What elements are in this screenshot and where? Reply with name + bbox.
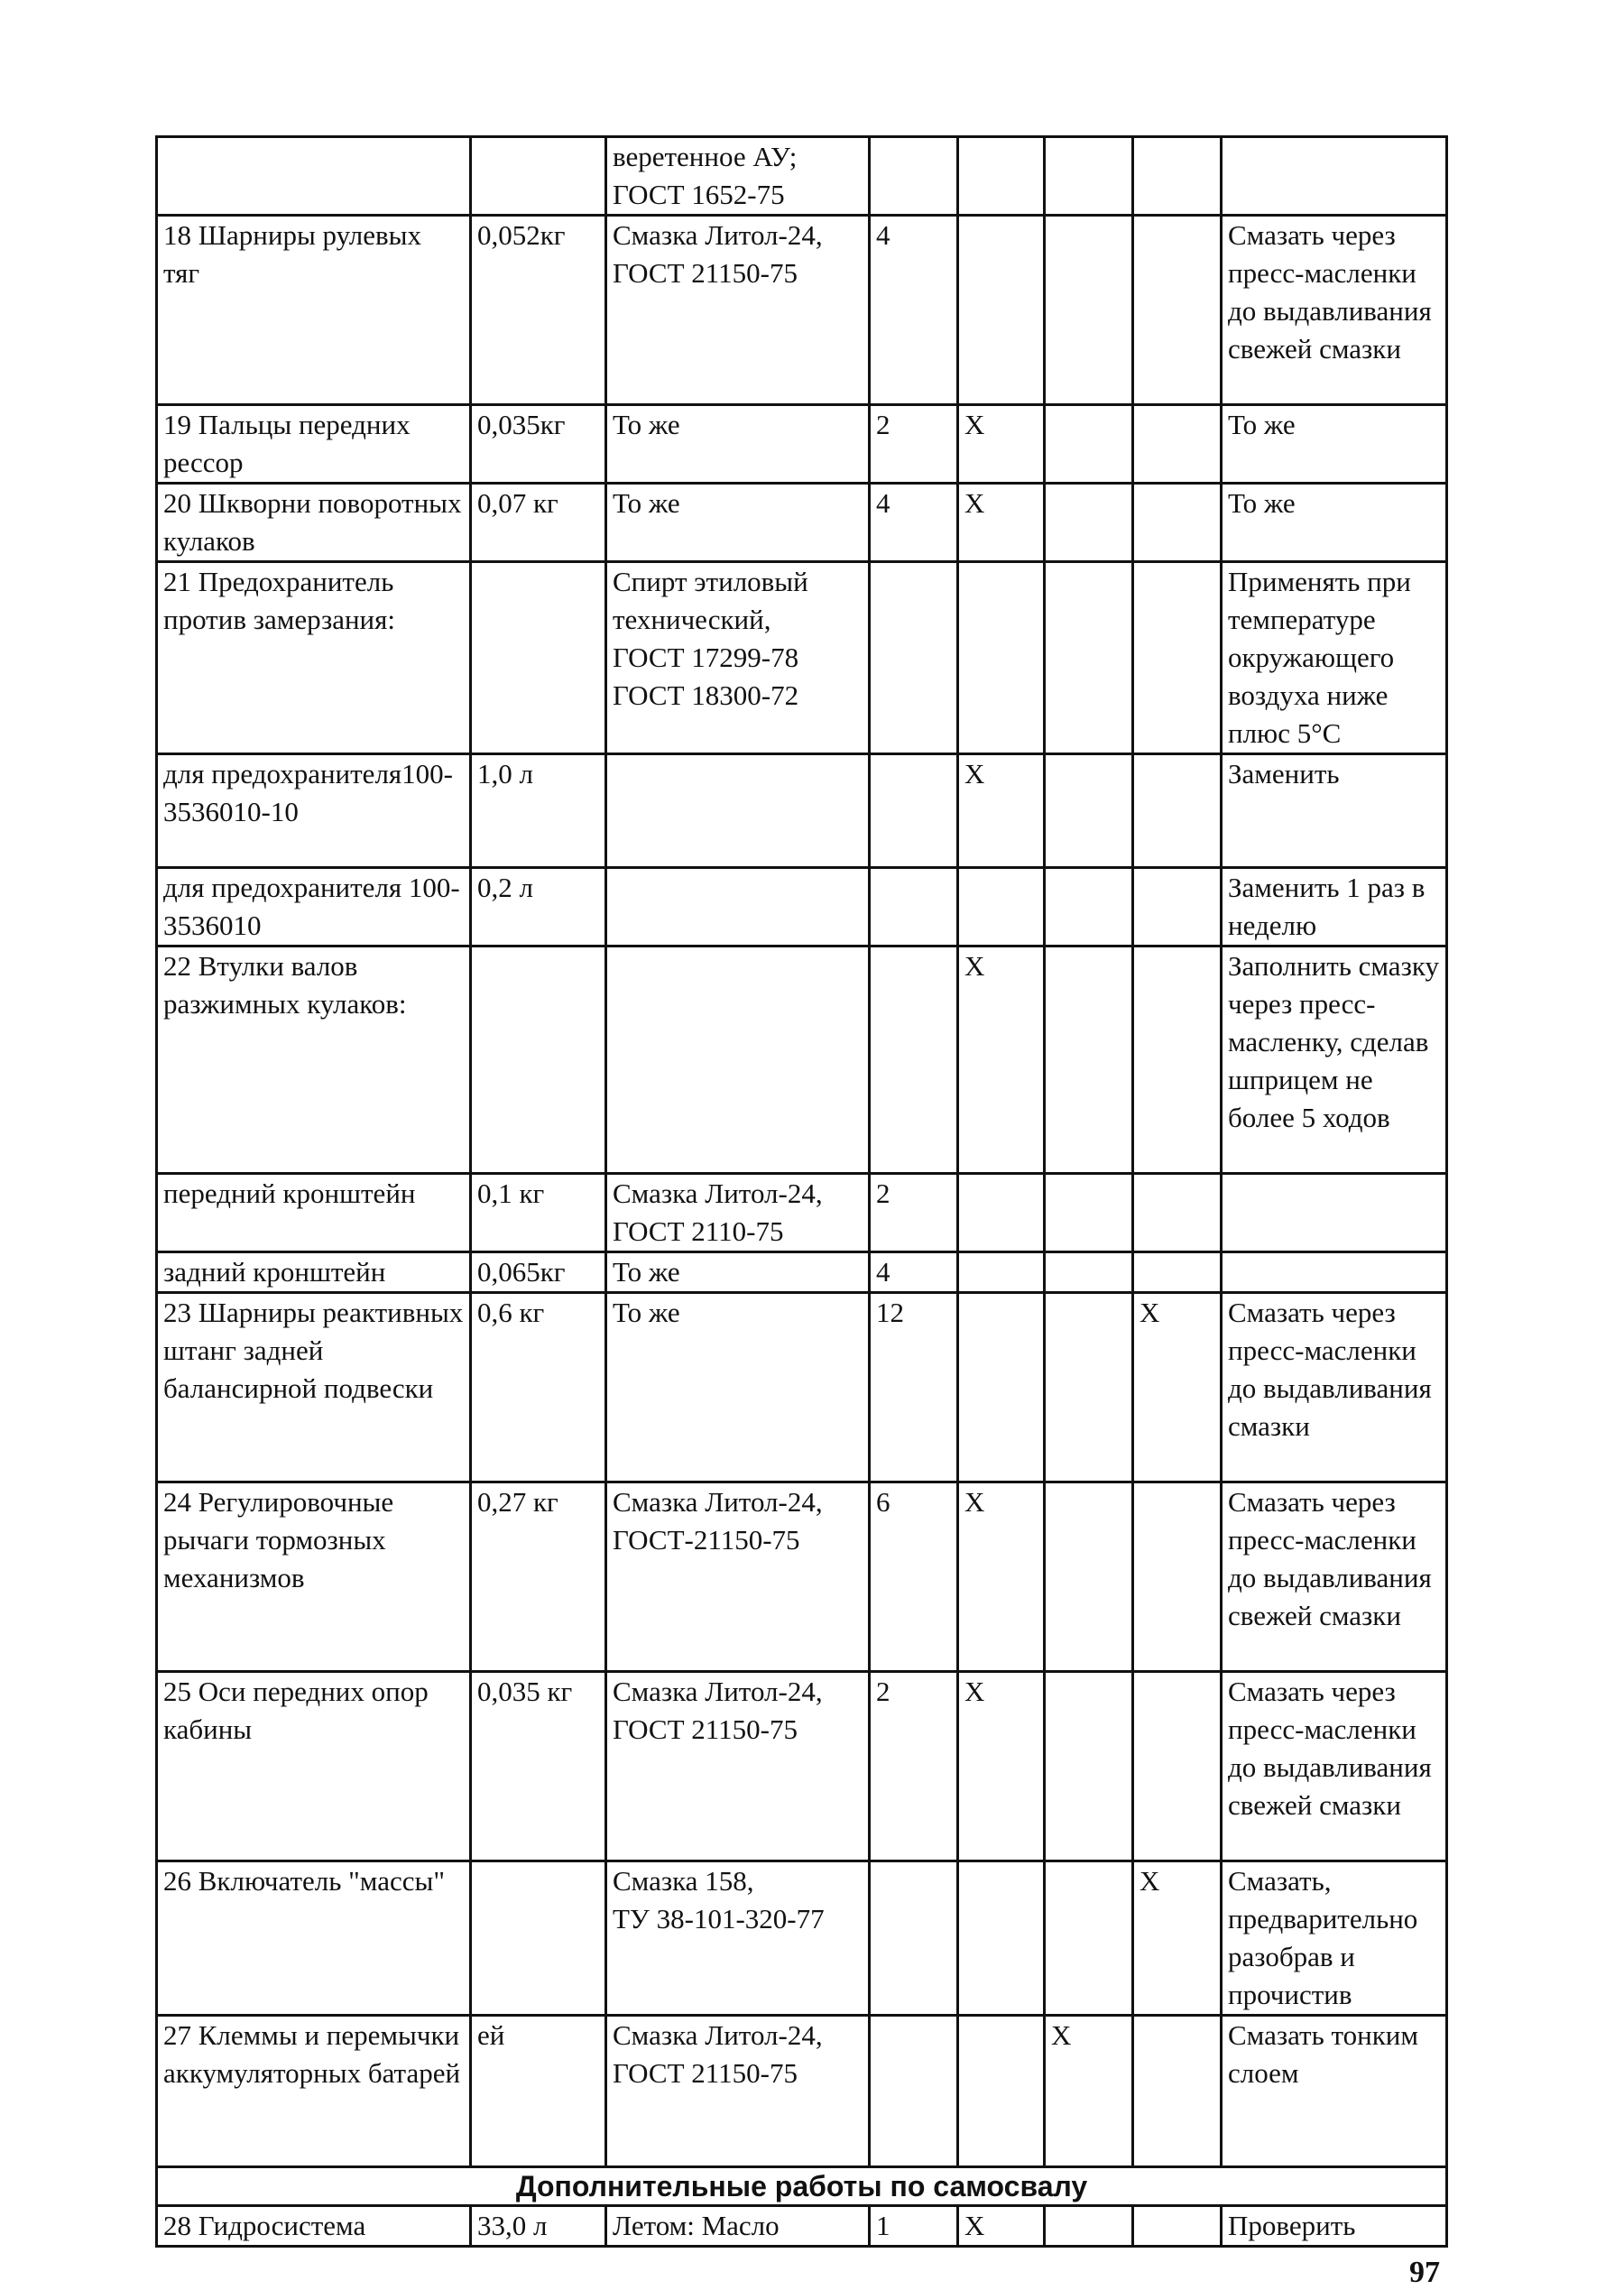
quantity-cell: 0,065кг [471, 1252, 606, 1293]
note-cell: Заменить [1222, 754, 1447, 868]
points-count-cell: 4 [870, 1252, 958, 1293]
section-title: Дополнительные работы по самосвалу [157, 2167, 1447, 2206]
period-col-6-cell [1045, 405, 1133, 484]
note-cell: Смазать через пресс-масленки до выдавливания свежей смазки [1222, 216, 1447, 405]
period-col-5-cell: X [958, 2206, 1045, 2247]
period-col-6-cell [1045, 1252, 1133, 1293]
quantity-cell: 0,2 л [471, 868, 606, 946]
period-col-7-cell [1133, 1174, 1222, 1252]
points-count-cell: 2 [870, 405, 958, 484]
table-row [157, 216, 1447, 405]
lubricant-cell: Смазка Литол-24, ГОСТ 2110-75 [606, 1174, 870, 1252]
work-name-cell: 26 Включатель "массы" [157, 1861, 471, 2016]
note-cell: Смазать, предварительно разобрав и прочистив [1222, 1861, 1447, 2016]
points-count-cell [870, 562, 958, 754]
note-cell [1222, 137, 1447, 216]
note-cell: Смазать через пресс-масленки до выдавливания смазки [1222, 1293, 1447, 1482]
points-count-cell [870, 868, 958, 946]
points-count-cell: 2 [870, 1672, 958, 1861]
period-col-7-cell [1133, 137, 1222, 216]
work-name-cell: 20 Шкворни поворотных кулаков [157, 484, 471, 562]
work-name-cell: 19 Пальцы передних рессор [157, 405, 471, 484]
work-name-cell: 23 Шарниры реактивных штанг задней балансирной подвески [157, 1293, 471, 1482]
quantity-cell: 0,07 кг [471, 484, 606, 562]
table-row [157, 946, 1447, 1174]
lubricant-cell [606, 754, 870, 868]
period-col-7-cell [1133, 562, 1222, 754]
note-cell [1222, 1174, 1447, 1252]
work-name-cell: для предохранителя 100-3536010 [157, 868, 471, 946]
period-col-7-cell [1133, 1252, 1222, 1293]
period-col-5-cell: X [958, 1672, 1045, 1861]
period-col-5-cell: X [958, 1482, 1045, 1672]
period-col-6-cell: X [1045, 2016, 1133, 2167]
period-col-5-cell [958, 1252, 1045, 1293]
section-header-row [157, 2167, 1447, 2206]
period-col-5-cell: X [958, 405, 1045, 484]
table-row [157, 2016, 1447, 2167]
points-count-cell [870, 137, 958, 216]
note-cell: То же [1222, 484, 1447, 562]
note-cell: Смазать через пресс-масленки до выдавливания свежей смазки [1222, 1672, 1447, 1861]
period-col-5-cell [958, 868, 1045, 946]
quantity-cell: 0,052кг [471, 216, 606, 405]
period-col-6-cell [1045, 1861, 1133, 2016]
quantity-cell: 1,0 л [471, 754, 606, 868]
period-col-6-cell [1045, 137, 1133, 216]
period-col-7-cell [1133, 216, 1222, 405]
period-col-6-cell [1045, 484, 1133, 562]
table-row [157, 1861, 1447, 2016]
note-cell: Применять при температуре окружающего воздуха ниже плюс 5°C [1222, 562, 1447, 754]
period-col-7-cell [1133, 946, 1222, 1174]
quantity-cell: 0,035 кг [471, 1672, 606, 1861]
points-count-cell [870, 2016, 958, 2167]
note-cell: Заменить 1 раз в неделю [1222, 868, 1447, 946]
points-count-cell: 2 [870, 1174, 958, 1252]
table-body [157, 137, 1447, 2247]
quantity-cell: 0,6 кг [471, 1293, 606, 1482]
period-col-7-cell [1133, 754, 1222, 868]
lubricant-cell: То же [606, 405, 870, 484]
period-col-7-cell [1133, 2016, 1222, 2167]
quantity-cell: 0,27 кг [471, 1482, 606, 1672]
period-col-5-cell: X [958, 754, 1045, 868]
quantity-cell [471, 137, 606, 216]
work-name-cell: для предохранителя100-3536010-10 [157, 754, 471, 868]
lubricant-cell: То же [606, 484, 870, 562]
table-row [157, 868, 1447, 946]
table-row [157, 137, 1447, 216]
period-col-6-cell [1045, 1174, 1133, 1252]
period-col-7-cell: X [1133, 1861, 1222, 2016]
table-row [157, 2206, 1447, 2247]
lubricant-cell: Смазка Литол-24, ГОСТ 21150-75 [606, 216, 870, 405]
work-name-cell: 22 Втулки валов разжимных кулаков: [157, 946, 471, 1174]
quantity-cell [471, 946, 606, 1174]
quantity-cell: 33,0 л [471, 2206, 606, 2247]
quantity-cell: ей [471, 2016, 606, 2167]
table-row [157, 1293, 1447, 1482]
note-cell: Заполнить смазку через пресс-масленку, сделав шприцем не более 5 ходов [1222, 946, 1447, 1174]
period-col-5-cell [958, 216, 1045, 405]
table-row [157, 484, 1447, 562]
points-count-cell: 4 [870, 216, 958, 405]
period-col-6-cell [1045, 1293, 1133, 1482]
note-cell: То же [1222, 405, 1447, 484]
lubricant-cell: Смазка Литол-24, ГОСТ 21150-75 [606, 1672, 870, 1861]
period-col-7-cell [1133, 868, 1222, 946]
table-row [157, 1252, 1447, 1293]
period-col-6-cell [1045, 562, 1133, 754]
period-col-5-cell [958, 562, 1045, 754]
period-col-6-cell [1045, 2206, 1133, 2247]
work-name-cell [157, 137, 471, 216]
period-col-5-cell [958, 1293, 1045, 1482]
work-name-cell: передний кронштейн [157, 1174, 471, 1252]
lubricant-cell: Летом: Масло [606, 2206, 870, 2247]
period-col-7-cell [1133, 484, 1222, 562]
period-col-6-cell [1045, 946, 1133, 1174]
period-col-5-cell: X [958, 946, 1045, 1174]
points-count-cell: 12 [870, 1293, 958, 1482]
period-col-7-cell [1133, 1672, 1222, 1861]
period-col-7-cell: X [1133, 1293, 1222, 1482]
period-col-7-cell [1133, 1482, 1222, 1672]
period-col-5-cell [958, 2016, 1045, 2167]
lubrication-table [155, 135, 1448, 2248]
lubricant-cell: Спирт этиловый технический, ГОСТ 17299-78 ГОСТ 18300-72 [606, 562, 870, 754]
quantity-cell: 0,1 кг [471, 1174, 606, 1252]
page-number: 97 [1409, 2256, 1440, 2289]
work-name-cell: 24 Регулировочные рычаги тормозных механизмов [157, 1482, 471, 1672]
lubricant-cell: веретенное АУ; ГОСТ 1652-75 [606, 137, 870, 216]
work-name-cell: 25 Оси передних опор кабины [157, 1672, 471, 1861]
lubricant-cell: Смазка 158, ТУ 38-101-320-77 [606, 1861, 870, 2016]
period-col-5-cell [958, 1174, 1045, 1252]
lubricant-cell: То же [606, 1293, 870, 1482]
points-count-cell: 4 [870, 484, 958, 562]
period-col-6-cell [1045, 216, 1133, 405]
period-col-7-cell [1133, 2206, 1222, 2247]
period-col-7-cell [1133, 405, 1222, 484]
note-cell [1222, 1252, 1447, 1293]
table-row [157, 405, 1447, 484]
points-count-cell: 1 [870, 2206, 958, 2247]
note-cell: Смазать через пресс-масленки до выдавливания свежей смазки [1222, 1482, 1447, 1672]
points-count-cell [870, 1861, 958, 2016]
work-name-cell: 18 Шарниры рулевых тяг [157, 216, 471, 405]
quantity-cell: 0,035кг [471, 405, 606, 484]
period-col-6-cell [1045, 1672, 1133, 1861]
note-cell: Проверить [1222, 2206, 1447, 2247]
table-row [157, 1482, 1447, 1672]
table-row [157, 754, 1447, 868]
period-col-5-cell [958, 137, 1045, 216]
quantity-cell [471, 562, 606, 754]
work-name-cell: 21 Предохранитель против замерзания: [157, 562, 471, 754]
lubricant-cell: Смазка Литол-24, ГОСТ 21150-75 [606, 2016, 870, 2167]
points-count-cell [870, 946, 958, 1174]
points-count-cell [870, 754, 958, 868]
work-name-cell: задний кронштейн [157, 1252, 471, 1293]
quantity-cell [471, 1861, 606, 2016]
table-row [157, 1672, 1447, 1861]
period-col-5-cell: X [958, 484, 1045, 562]
lubricant-cell [606, 868, 870, 946]
points-count-cell: 6 [870, 1482, 958, 1672]
period-col-6-cell [1045, 1482, 1133, 1672]
work-name-cell: 28 Гидросистема [157, 2206, 471, 2247]
note-cell: Смазать тонким слоем [1222, 2016, 1447, 2167]
work-name-cell: 27 Клеммы и перемычки аккумуляторных батарей [157, 2016, 471, 2167]
lubricant-cell [606, 946, 870, 1174]
table-row [157, 1174, 1447, 1252]
period-col-6-cell [1045, 754, 1133, 868]
period-col-6-cell [1045, 868, 1133, 946]
table-row [157, 562, 1447, 754]
lubricant-cell: То же [606, 1252, 870, 1293]
period-col-5-cell [958, 1861, 1045, 2016]
lubricant-cell: Смазка Литол-24, ГОСТ-21150-75 [606, 1482, 870, 1672]
